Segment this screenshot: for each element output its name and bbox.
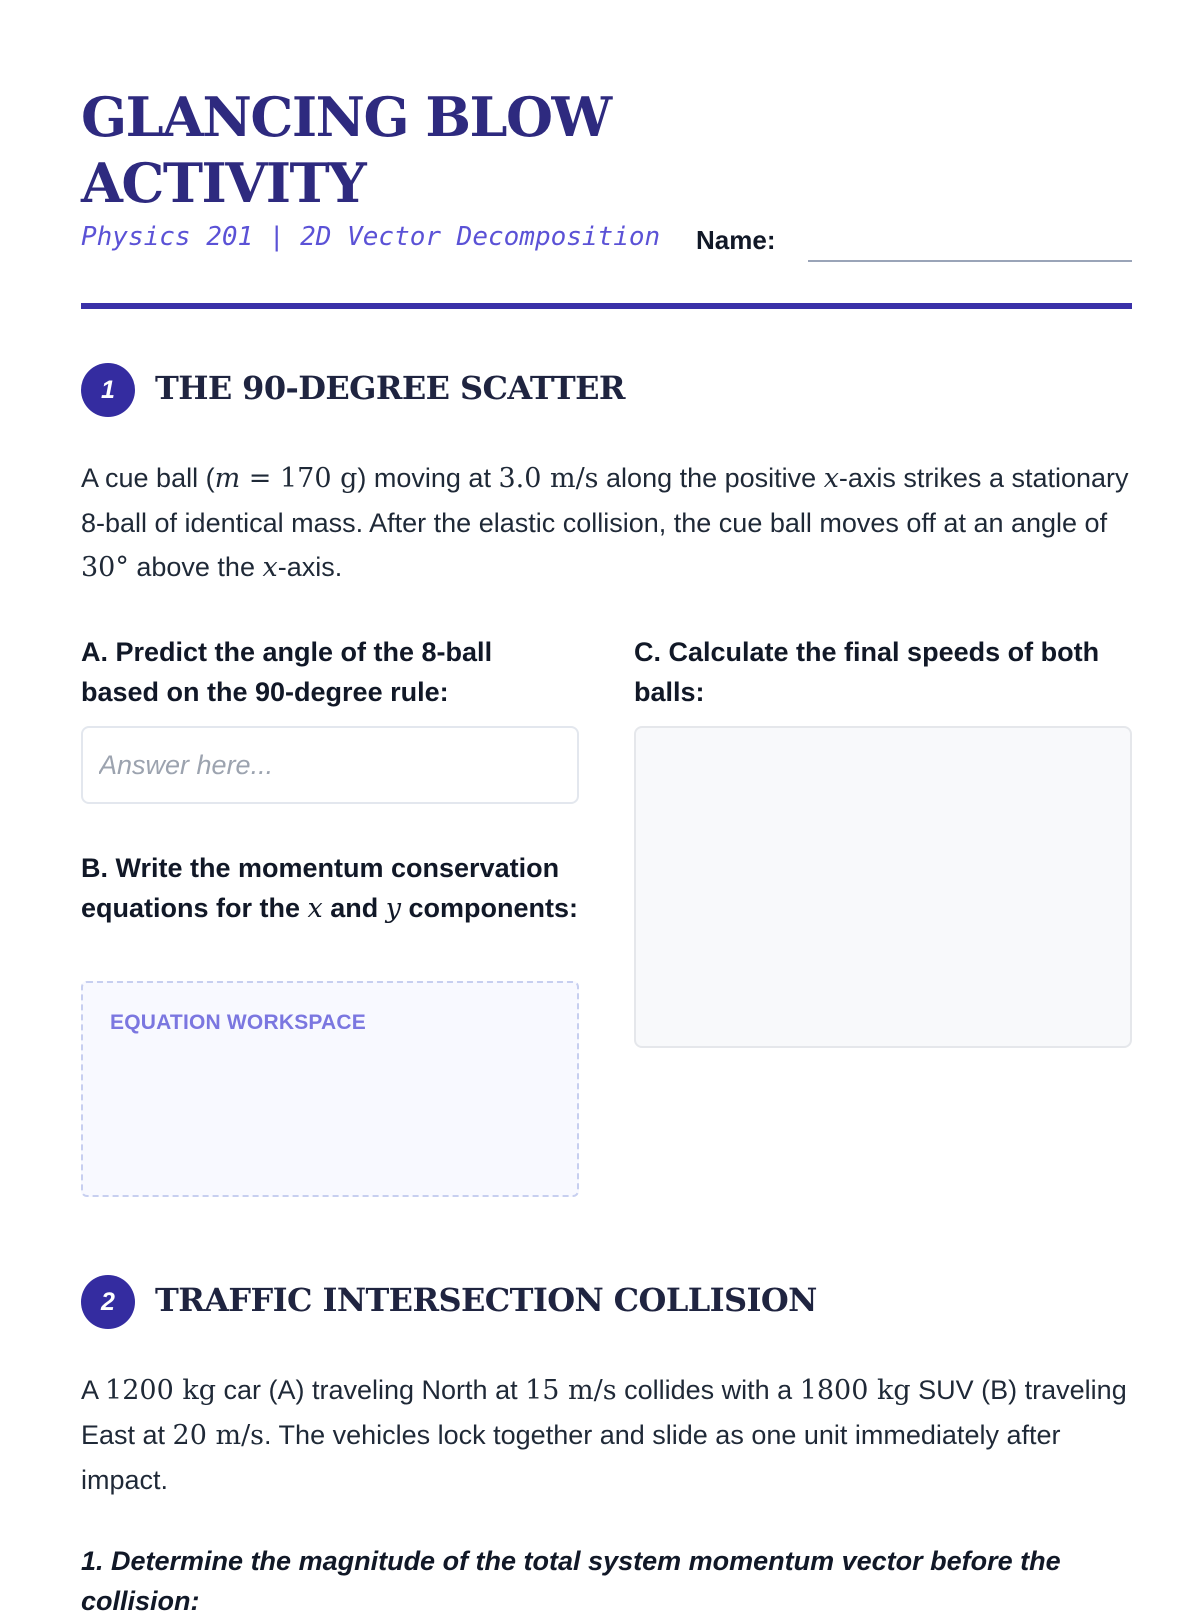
header-divider [81,303,1132,309]
math-expression [262,552,277,583]
name-field-line[interactable] [808,260,1132,262]
text: and [322,893,386,923]
text: ) moving at [357,463,499,493]
name-label: Name: [696,225,776,255]
math-expression [215,463,358,494]
section-heading: THE 90-DEGREE SCATTER [155,369,625,407]
question-a-label: A. Predict the angle of the 8-ball based on the 90-degree rule: [81,637,493,707]
math-variable: x [823,463,839,494]
math-expression [308,893,323,924]
math-value: 3.0 m/s [498,463,599,494]
math-value: 30° [81,552,129,583]
math-value: 15 m/s [525,1375,617,1406]
math-variable: m [214,463,241,494]
math-variable: x [307,893,323,924]
text: . The vehicles lock together and slide as one unit immediately after impact. [81,1420,1061,1495]
problem-statement [81,456,1132,590]
text: car (A) traveling North at [215,1375,526,1405]
text: -axis strikes a stationary 8-ball of identical mass. After the elastic collision, the cue ball moves off at an angle of [81,463,1129,538]
math-variable: x [262,552,278,583]
text: SUV (B) traveling East at [81,1375,1127,1450]
section-number-badge: 2 [81,1275,135,1329]
math-value: 1800 kg [799,1375,911,1406]
course-subtitle: Physics 201 | 2D Vector Decomposition [81,222,661,252]
text: B. Write the momentum conservation equations for the [81,853,560,923]
text: above the [128,552,263,582]
math-value: = 170 g [240,463,358,494]
calculation-box[interactable] [634,726,1132,1048]
section-heading: TRAFFIC INTERSECTION COLLISION [155,1281,817,1319]
text: A cue ball ( [81,463,215,493]
equation-workspace[interactable] [81,981,579,1197]
question-1-label: 1. Determine the magnitude of the total system momentum vector before the collision: [81,1546,1061,1616]
section-number-badge: 1 [81,363,135,417]
answer-input[interactable] [81,726,579,804]
text: -axis. [277,552,343,582]
question-b-label [81,848,579,929]
question-c-label: C. Calculate the final speeds of both balls: [634,637,1100,707]
text: along the positive [598,463,824,493]
math-expression [824,463,839,494]
workspace-label: EQUATION WORKSPACE [110,1011,366,1034]
math-variable: y [385,893,402,924]
text: components: [401,893,579,923]
problem-statement [81,1368,1132,1502]
text: collides with a [616,1375,800,1405]
math-expression [386,893,401,924]
math-value: 1200 kg [105,1375,216,1406]
text: A [81,1375,106,1405]
math-value: 20 m/s [172,1420,265,1451]
page-title: GLANCING BLOW ACTIVITY [81,85,611,215]
